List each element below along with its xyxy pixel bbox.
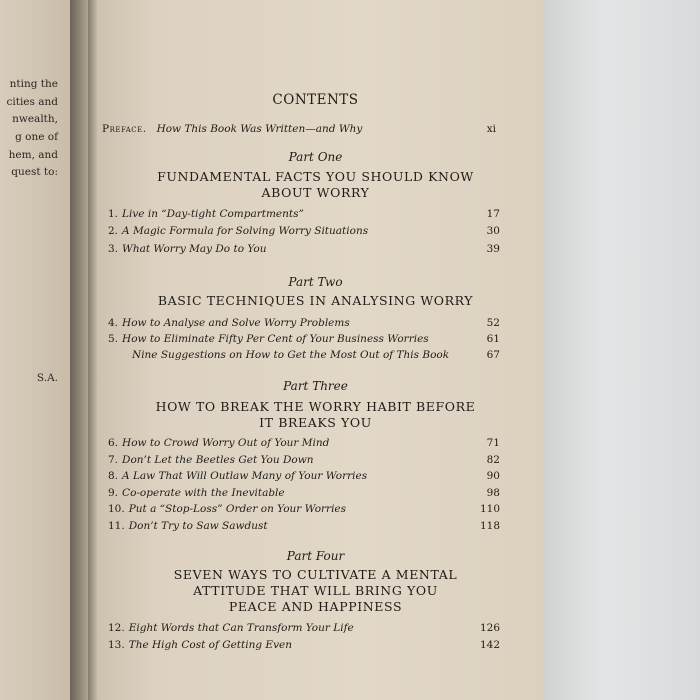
chapter-title: A Magic Formula for Solving Worry Situations xyxy=(122,225,369,237)
page-title: CONTENTS xyxy=(272,92,359,108)
part-label: Part Three xyxy=(283,379,348,393)
page-number: 71 xyxy=(486,437,500,449)
chapter-number: 2. xyxy=(108,225,119,237)
left-page-text: quest to: xyxy=(11,166,58,178)
part-title-line: ATTITUDE THAT WILL BRING YOU xyxy=(193,583,438,598)
chapter-title: What Worry May Do to You xyxy=(122,243,267,255)
toc-entry xyxy=(108,317,500,333)
chapter-title: How to Eliminate Fifty Per Cent of Your Business Worries xyxy=(122,333,429,345)
page-number: 90 xyxy=(486,470,500,482)
chapter-title: Don’t Try to Saw Sawdust xyxy=(128,520,268,532)
left-page-text: cities and xyxy=(6,96,58,108)
toc-entry xyxy=(108,208,500,224)
chapter-title: Put a “Stop-Loss” Order on Your Worries xyxy=(128,503,347,515)
part-title-line: IT BREAKS YOU xyxy=(259,415,372,430)
part-label: Part One xyxy=(288,150,343,164)
toc-entry xyxy=(108,243,500,259)
page-number: 30 xyxy=(486,225,500,237)
left-page-text: S.A. xyxy=(36,372,58,384)
toc-entry xyxy=(108,520,500,536)
chapter-number: 3. xyxy=(108,243,119,255)
chapter-title: Co-operate with the Inevitable xyxy=(122,487,285,499)
left-page-text: nting the xyxy=(9,78,58,90)
chapter-title: How to Analyse and Solve Worry Problems xyxy=(122,317,350,329)
chapter-title: A Law That Will Outlaw Many of Your Worries xyxy=(122,470,368,482)
chapter-number: 13. xyxy=(108,639,125,651)
part-label: Part Four xyxy=(286,549,345,563)
left-page-text: nwealth, xyxy=(12,113,58,125)
toc-entry xyxy=(108,639,500,655)
toc-entry xyxy=(108,470,500,486)
toc-entry xyxy=(108,437,500,453)
part-title xyxy=(88,567,543,615)
page-number: 39 xyxy=(486,243,500,255)
chapter-number: 1. xyxy=(108,208,119,220)
page-number: 67 xyxy=(486,349,500,361)
part-title-line: PEACE AND HAPPINESS xyxy=(228,599,403,614)
toc-entry xyxy=(108,487,500,503)
spine-shadow xyxy=(88,0,98,700)
part-title-line: HOW TO BREAK THE WORRY HABIT BEFORE xyxy=(155,399,476,414)
chapter-number: 5. xyxy=(108,333,119,345)
chapter-number: 9. xyxy=(108,487,119,499)
part-title-line: ABOUT WORRY xyxy=(261,185,370,200)
part-title xyxy=(88,293,543,309)
contents-page xyxy=(88,0,543,700)
page-number: 98 xyxy=(486,487,500,499)
part-label: Part Two xyxy=(288,275,343,289)
page-number: 126 xyxy=(479,622,500,634)
chapter-number: 10. xyxy=(108,503,125,515)
chapter-number: 7. xyxy=(108,454,119,466)
chapter-number: 11. xyxy=(108,520,125,532)
toc-entry xyxy=(108,503,500,519)
chapter-title: Don’t Let the Beetles Get You Down xyxy=(122,454,314,466)
chapter-title: The High Cost of Getting Even xyxy=(128,639,292,651)
chapter-number: 12. xyxy=(108,622,125,634)
page-number: 61 xyxy=(486,333,500,345)
chapter-title: Nine Suggestions on How to Get the Most Out of This Book xyxy=(132,349,450,361)
page-number: 110 xyxy=(479,503,500,515)
part-title xyxy=(88,399,543,431)
part-title-line: SEVEN WAYS TO CULTIVATE A MENTAL xyxy=(173,567,458,582)
background-surface xyxy=(540,0,700,700)
part-title xyxy=(88,169,543,201)
page-number: 142 xyxy=(479,639,500,651)
left-page-text: hem, and xyxy=(8,149,58,161)
toc-entry xyxy=(108,454,500,470)
preface-label: Preface. xyxy=(102,123,147,135)
page-number: 17 xyxy=(486,208,500,220)
chapter-number: 4. xyxy=(108,317,119,329)
toc-entry xyxy=(108,622,500,638)
chapter-title: How to Crowd Worry Out of Your Mind xyxy=(122,437,330,449)
preface-entry xyxy=(102,123,496,139)
page-number: 82 xyxy=(486,454,500,466)
chapter-title: Eight Words that Can Transform Your Life xyxy=(128,622,354,634)
toc-entry xyxy=(108,349,500,365)
page-number: 118 xyxy=(479,520,500,532)
page-number: 52 xyxy=(486,317,500,329)
chapter-title: Live in “Day-tight Compartments” xyxy=(122,208,304,220)
page-number: xi xyxy=(486,123,496,135)
part-title-line: FUNDAMENTAL FACTS YOU SHOULD KNOW xyxy=(157,169,474,184)
chapter-number: 6. xyxy=(108,437,119,449)
toc-entry xyxy=(108,333,500,349)
book-gutter xyxy=(70,0,90,700)
preface-title: How This Book Was Written—and Why xyxy=(156,123,363,135)
toc-entry xyxy=(108,225,500,241)
chapter-number: 8. xyxy=(108,470,119,482)
left-page-text: g one of xyxy=(15,131,58,143)
part-title-line: BASIC TECHNIQUES IN ANALYSING WORRY xyxy=(157,293,474,308)
